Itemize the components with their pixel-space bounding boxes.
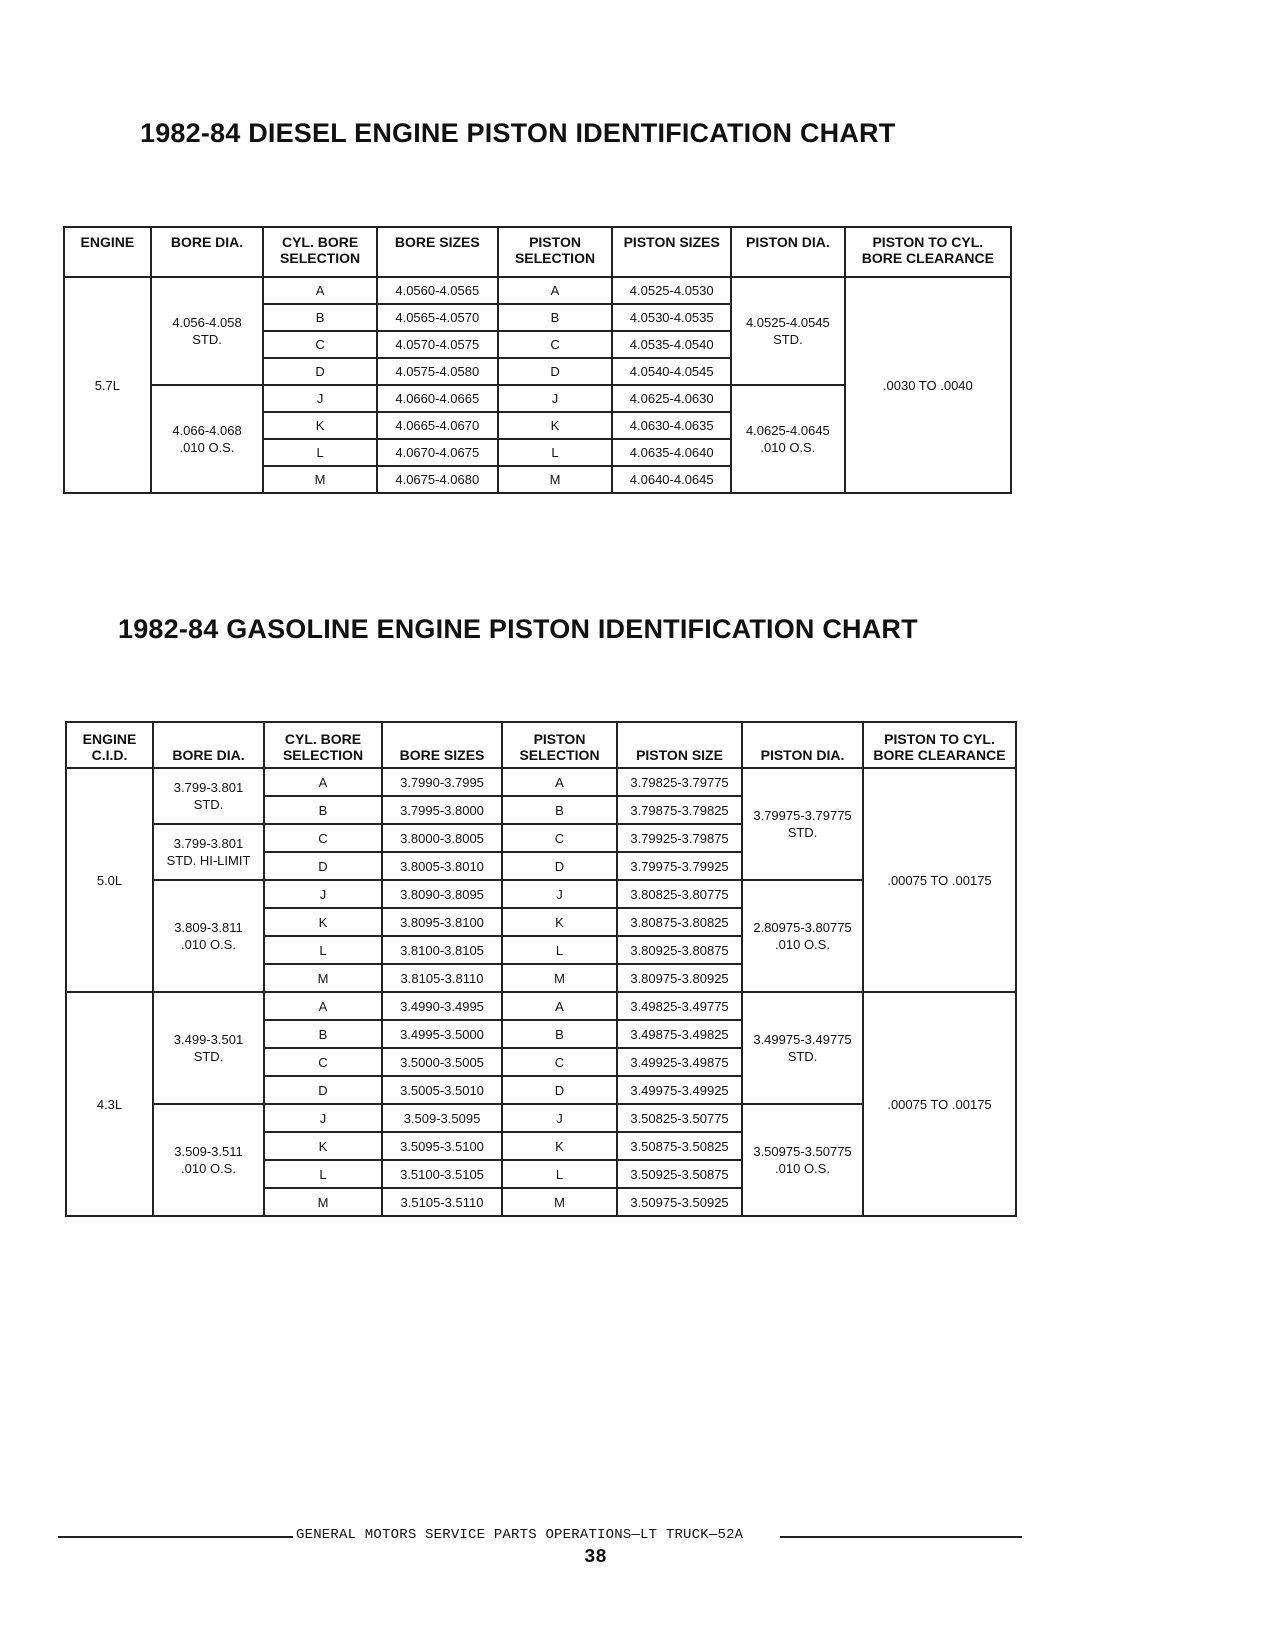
cyl-bore-selection-cell: M (264, 1188, 382, 1216)
header-piston-size: PISTON SIZE (617, 722, 742, 768)
engine-cell: 5.0L (66, 768, 153, 992)
cyl-bore-selection-cell: A (264, 768, 382, 796)
cyl-bore-selection-cell: C (263, 331, 377, 358)
bore-size-cell: 3.5100-3.5105 (382, 1160, 502, 1188)
piston-selection-cell: M (498, 466, 613, 493)
header-bore-dia: BORE DIA. (153, 722, 264, 768)
piston-dia-cell: 4.0525-4.0545 STD. (731, 277, 845, 385)
piston-size-cell: 3.80875-3.80825 (617, 908, 742, 936)
bore-size-cell: 3.7990-3.7995 (382, 768, 502, 796)
bore-size-cell: 4.0665-4.0670 (377, 412, 498, 439)
bore-size-cell: 3.4990-3.4995 (382, 992, 502, 1020)
piston-size-cell: 3.79875-3.79825 (617, 796, 742, 824)
cyl-bore-selection-cell: K (264, 1132, 382, 1160)
piston-selection-cell: B (498, 304, 613, 331)
cyl-bore-selection-cell: C (264, 1048, 382, 1076)
piston-size-cell: 3.79825-3.79775 (617, 768, 742, 796)
cyl-bore-selection-cell: K (263, 412, 377, 439)
bore-size-cell: 3.5105-3.5110 (382, 1188, 502, 1216)
table-row (66, 992, 1016, 1020)
bore-size-cell: 3.5005-3.5010 (382, 1076, 502, 1104)
piston-selection-cell: A (502, 768, 617, 796)
header-clearance: PISTON TO CYL. BORE CLEARANCE (863, 722, 1016, 768)
piston-size-cell: 3.49875-3.49825 (617, 1020, 742, 1048)
piston-selection-cell: K (502, 1132, 617, 1160)
footer-rule-left (58, 1536, 293, 1538)
piston-size-cell: 4.0525-4.0530 (612, 277, 731, 304)
bore-dia-cell: 4.066-4.068 .010 O.S. (151, 385, 264, 493)
cyl-bore-selection-cell: M (264, 964, 382, 992)
header-piston-dia: PISTON DIA. (742, 722, 863, 768)
piston-selection-cell: M (502, 964, 617, 992)
footer-rule-right (780, 1536, 1022, 1538)
piston-dia-cell: 3.49975-3.49775 STD. (742, 992, 863, 1104)
piston-selection-cell: B (502, 1020, 617, 1048)
table-header-row (66, 722, 1016, 768)
cyl-bore-selection-cell: J (264, 880, 382, 908)
piston-size-cell: 4.0630-4.0635 (612, 412, 731, 439)
header-engine: ENGINE (64, 227, 151, 277)
piston-selection-cell: D (502, 1076, 617, 1104)
bore-size-cell: 3.8095-3.8100 (382, 908, 502, 936)
header-cyl-bore-selection: CYL. BORE SELECTION (264, 722, 382, 768)
bore-size-cell: 4.0565-4.0570 (377, 304, 498, 331)
piston-selection-cell: M (502, 1188, 617, 1216)
piston-selection-cell: L (502, 936, 617, 964)
clearance-cell: .0030 TO .0040 (845, 277, 1011, 493)
diesel-chart-title: 1982-84 DIESEL ENGINE PISTON IDENTIFICATION CHART (140, 118, 896, 148)
piston-selection-cell: A (502, 992, 617, 1020)
bore-dia-cell: 3.809-3.811 .010 O.S. (153, 880, 264, 992)
piston-selection-cell: J (498, 385, 613, 412)
gasoline-piston-table (65, 721, 1017, 1217)
piston-size-cell: 3.50975-3.50925 (617, 1188, 742, 1216)
bore-size-cell: 4.0560-4.0565 (377, 277, 498, 304)
engine-cell: 5.7L (64, 277, 151, 493)
header-piston-sizes: PISTON SIZES (612, 227, 731, 277)
bore-dia-cell: 3.799-3.801 STD. (153, 768, 264, 824)
table-header-row (64, 227, 1011, 277)
cyl-bore-selection-cell: K (264, 908, 382, 936)
bore-size-cell: 3.8105-3.8110 (382, 964, 502, 992)
bore-size-cell: 4.0660-4.0665 (377, 385, 498, 412)
header-piston-selection: PISTON SELECTION (498, 227, 613, 277)
header-bore-sizes: BORE SIZES (377, 227, 498, 277)
piston-size-cell: 3.80925-3.80875 (617, 936, 742, 964)
clearance-cell: .00075 TO .00175 (863, 768, 1016, 992)
piston-selection-cell: L (498, 439, 613, 466)
piston-selection-cell: L (502, 1160, 617, 1188)
piston-selection-cell: K (502, 908, 617, 936)
table-row (64, 277, 1011, 304)
cyl-bore-selection-cell: J (263, 385, 377, 412)
bore-dia-cell: 3.509-3.511 .010 O.S. (153, 1104, 264, 1216)
bore-size-cell: 4.0570-4.0575 (377, 331, 498, 358)
piston-size-cell: 3.79975-3.79925 (617, 852, 742, 880)
cyl-bore-selection-cell: C (264, 824, 382, 852)
piston-selection-cell: A (498, 277, 613, 304)
bore-size-cell: 3.5095-3.5100 (382, 1132, 502, 1160)
diesel-piston-table (63, 226, 1012, 494)
cyl-bore-selection-cell: B (264, 1020, 382, 1048)
header-cyl-bore-selection: CYL. BORE SELECTION (263, 227, 377, 277)
page-number: 38 (584, 1546, 607, 1568)
cyl-bore-selection-cell: D (263, 358, 377, 385)
piston-size-cell: 3.50825-3.50775 (617, 1104, 742, 1132)
piston-dia-cell: 3.79975-3.79775 STD. (742, 768, 863, 880)
piston-size-cell: 4.0635-4.0640 (612, 439, 731, 466)
bore-dia-cell: 3.499-3.501 STD. (153, 992, 264, 1104)
piston-size-cell: 4.0535-4.0540 (612, 331, 731, 358)
piston-size-cell: 3.80975-3.80925 (617, 964, 742, 992)
bore-size-cell: 3.509-3.5095 (382, 1104, 502, 1132)
piston-selection-cell: C (502, 1048, 617, 1076)
piston-dia-cell: 2.80975-3.80775 .010 O.S. (742, 880, 863, 992)
table-row (66, 768, 1016, 796)
cyl-bore-selection-cell: B (264, 796, 382, 824)
piston-size-cell: 4.0540-4.0545 (612, 358, 731, 385)
piston-selection-cell: D (502, 852, 617, 880)
piston-size-cell: 3.49825-3.49775 (617, 992, 742, 1020)
bore-size-cell: 3.8005-3.8010 (382, 852, 502, 880)
bore-size-cell: 3.4995-3.5000 (382, 1020, 502, 1048)
piston-selection-cell: J (502, 880, 617, 908)
bore-size-cell: 3.8090-3.8095 (382, 880, 502, 908)
piston-selection-cell: C (498, 331, 613, 358)
piston-size-cell: 3.79925-3.79875 (617, 824, 742, 852)
bore-size-cell: 3.8000-3.8005 (382, 824, 502, 852)
gasoline-chart-title: 1982-84 GASOLINE ENGINE PISTON IDENTIFICATION CHART (118, 614, 918, 644)
footer-text: GENERAL MOTORS SERVICE PARTS OPERATIONS—LT TRUCK—52A (296, 1527, 744, 1543)
cyl-bore-selection-cell: A (264, 992, 382, 1020)
clearance-cell: .00075 TO .00175 (863, 992, 1016, 1216)
piston-dia-cell: 4.0625-4.0645 .010 O.S. (731, 385, 845, 493)
cyl-bore-selection-cell: L (264, 1160, 382, 1188)
piston-size-cell: 4.0625-4.0630 (612, 385, 731, 412)
header-piston-selection: PISTON SELECTION (502, 722, 617, 768)
bore-dia-cell: 4.056-4.058 STD. (151, 277, 264, 385)
cyl-bore-selection-cell: A (263, 277, 377, 304)
cyl-bore-selection-cell: L (263, 439, 377, 466)
engine-cell: 4.3L (66, 992, 153, 1216)
bore-size-cell: 4.0575-4.0580 (377, 358, 498, 385)
bore-size-cell: 4.0670-4.0675 (377, 439, 498, 466)
bore-dia-cell: 3.799-3.801 STD. HI-LIMIT (153, 824, 264, 880)
cyl-bore-selection-cell: J (264, 1104, 382, 1132)
piston-selection-cell: C (502, 824, 617, 852)
header-bore-sizes: BORE SIZES (382, 722, 502, 768)
piston-size-cell: 3.49975-3.49925 (617, 1076, 742, 1104)
bore-size-cell: 3.7995-3.8000 (382, 796, 502, 824)
cyl-bore-selection-cell: M (263, 466, 377, 493)
piston-size-cell: 3.49925-3.49875 (617, 1048, 742, 1076)
cyl-bore-selection-cell: D (264, 1076, 382, 1104)
bore-size-cell: 4.0675-4.0680 (377, 466, 498, 493)
cyl-bore-selection-cell: D (264, 852, 382, 880)
piston-size-cell: 3.50875-3.50825 (617, 1132, 742, 1160)
bore-size-cell: 3.5000-3.5005 (382, 1048, 502, 1076)
piston-size-cell: 4.0640-4.0645 (612, 466, 731, 493)
piston-selection-cell: K (498, 412, 613, 439)
cyl-bore-selection-cell: L (264, 936, 382, 964)
piston-selection-cell: B (502, 796, 617, 824)
header-piston-dia: PISTON DIA. (731, 227, 845, 277)
header-bore-dia: BORE DIA. (151, 227, 264, 277)
piston-size-cell: 3.50925-3.50875 (617, 1160, 742, 1188)
bore-size-cell: 3.8100-3.8105 (382, 936, 502, 964)
header-clearance: PISTON TO CYL. BORE CLEARANCE (845, 227, 1011, 277)
header-engine-cid: ENGINE C.I.D. (66, 722, 153, 768)
piston-selection-cell: J (502, 1104, 617, 1132)
piston-selection-cell: D (498, 358, 613, 385)
piston-size-cell: 4.0530-4.0535 (612, 304, 731, 331)
piston-dia-cell: 3.50975-3.50775 .010 O.S. (742, 1104, 863, 1216)
cyl-bore-selection-cell: B (263, 304, 377, 331)
piston-size-cell: 3.80825-3.80775 (617, 880, 742, 908)
